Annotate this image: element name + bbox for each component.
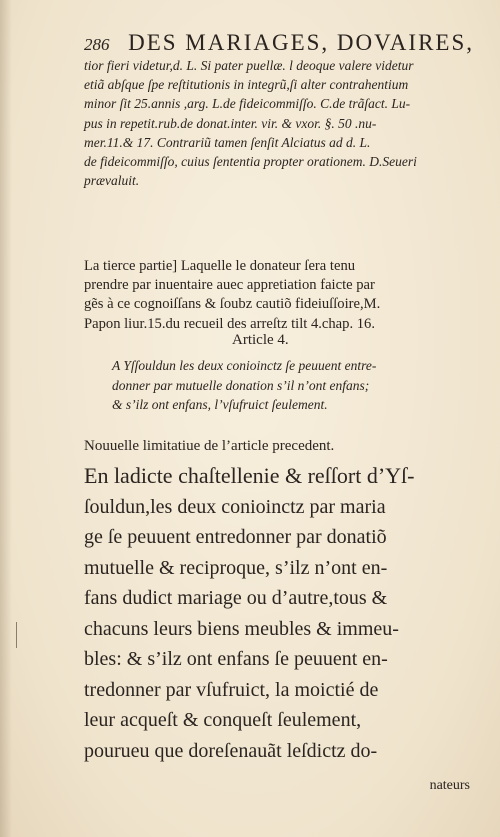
body-line: ge ſe peuuent entredonner par donatiõ (84, 526, 387, 548)
latin-line: mer.11.& 17. Contrariũ tamen ſenſit Alciatus ad d. L. (84, 134, 371, 150)
gloss-line: Papon liur.15.du recueil des arreſtz tilt 4.chap. 16. (84, 315, 375, 332)
page-gutter-shadow (0, 0, 12, 837)
body-line: ſouldun,les deux conioinctz par maria (84, 495, 386, 518)
page-header (84, 30, 474, 56)
french-gloss (84, 257, 474, 334)
summary-line: A Yſſouldun les deux conioinctz ſe peuuent entre- (112, 358, 377, 373)
body-line: fans dudict mariage ou d’autre,tous & (84, 587, 388, 609)
margin-mark (16, 622, 23, 648)
latin-line: pus in repetit.rub.de donat.inter. vir. & vxor. §. 50 .nu- (84, 115, 377, 131)
body-line: bles: & s’ilz ont enfans ſe peuuent en- (84, 648, 388, 670)
article-summary (112, 356, 472, 415)
page-number: 286 (84, 35, 110, 54)
latin-commentary (84, 56, 474, 190)
body-line: En ladicte chaſtellenie & reſſort d’Yſ- (84, 463, 415, 488)
running-title: DES MARIAGES, DOVAIRES, (128, 30, 474, 55)
summary-line: donner par mutuelle donation s’il n’ont enfans; (112, 377, 370, 393)
latin-line: minor ſit 25.annis ,arg. L.de fideicommiſſo. C.de trãſact. Lu- (84, 96, 411, 112)
body-line: leur acqueſt & conqueſt ſeulement, (84, 709, 362, 731)
body-line: pourueu que doreſenauãt leſdictz do- (84, 739, 378, 762)
latin-line: tior fieri videtur,d. L. Si pater puellæ. l deoque valere videtur (84, 58, 414, 73)
body-line: chacuns leurs biens meubles & immeu- (84, 617, 399, 640)
article-body (84, 461, 474, 766)
catchword: nateurs (429, 778, 470, 793)
gloss-line: La tierce partie] Laquelle le donateur ſera tenu (84, 258, 356, 274)
latin-line: prævaluit. (84, 173, 140, 189)
latin-line: etiã abſque ſpe reſtitutionis in integrũ,ſi alter contrahentium (84, 77, 409, 93)
body-line: tredonner par vſufruict, la moictié de (84, 678, 379, 701)
marginal-note: Nouuelle limitatiue de l’article precedent. (84, 438, 335, 454)
summary-line: & s’ilz ont enfans, l’vſufruict ſeulement. (112, 397, 328, 412)
gloss-line: gẽs à ce cognoiſſans & ſoubz cautiõ fideiuſſoire,M. (84, 296, 381, 313)
gloss-line: prendre par inuentaire auec appretiation faicte par (84, 277, 375, 294)
body-line: mutuelle & reciproque, s’ilz n’ont en- (84, 556, 388, 579)
article-heading: Article 4. (232, 332, 289, 348)
latin-line: de fideicommiſſo, cuius ſententia propter orationem. D.Seueri (84, 154, 417, 170)
